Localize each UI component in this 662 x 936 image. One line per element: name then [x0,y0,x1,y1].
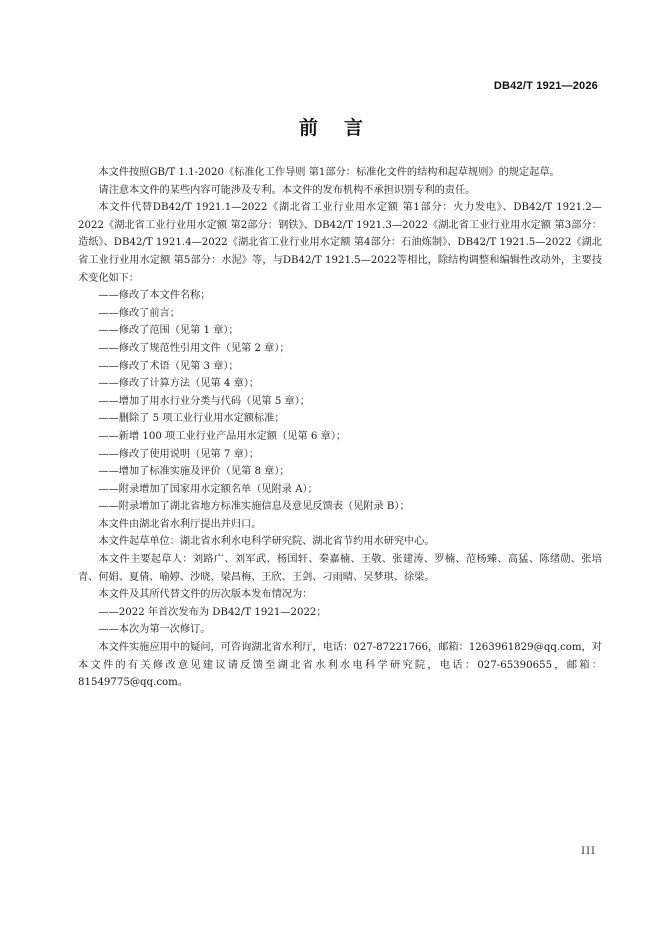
change-item: ——修改了规范性引用文件（见第 2 章）； [98,342,290,354]
change-item: ——删除了 5 项工业行业用水定额标准； [98,413,285,425]
paragraph-drafting-rules: 本文件按照GB/T 1.1-2020《标准化工作导则 第1部分：标准化文件的结构和起草规则》的规定起草。 [98,167,560,178]
paragraph-drafting-units: 本文件起草单位：湖北省水利水电科学研究院、湖北省节约用水研究中心。 [98,536,435,548]
paragraph-proposer: 本文件由湖北省水利厅提出并归口。 [98,518,262,530]
change-item: ——修改了前言； [98,307,180,319]
change-item: ——修改了本文件名称； [98,290,211,302]
history-item: ——2022 年首次发布为 DB42/T 1921—2022； [98,606,327,618]
paragraph-history-intro: 本文件及其所代替文件的历次版本发布情况为： [98,589,313,601]
page-title [0,113,662,140]
change-item: ——增加了标准实施及评价（见第 8 章）； [98,466,290,478]
change-item: ——修改了使用说明（见第 7 章）； [98,448,260,460]
page-number: III [581,846,596,857]
change-item: ——新增 100 项工业行业产品用水定额（见第 6 章）； [98,430,347,442]
change-item: ——增加了用水行业分类与代码（见第 5 章）； [98,395,310,407]
change-item: ——附录增加了国家用水定额名单（见附录 A）； [98,483,318,495]
change-item: ——修改了术语（见第 3 章）； [98,360,239,372]
paragraph-contact: 本文件实施应用中的疑问，可咨询湖北省水利厅，电话：027-87221766，邮箱：1263961829@qq.com，对本文件的有关修改意见建议请反馈至湖北省水利水电科学研究院，电话：027-65390655，邮箱：81549775@qq.com。 [78,642,602,689]
title-char-1: 前 [298,117,318,139]
change-item: ——修改了范围（见第 1 章）； [98,325,239,337]
title-char-2: 言 [344,117,364,139]
paragraph-drafters: 本文件主要起草人：刘路广、刘军武、杨国轩、秦嘉楠、王敬、张建涛、罗楠、范杨臻、高猛、陈绪勋、张培青、何娟、夏倩、喻婷、沙晓、梁昌梅、王欣、王剑、刁雨晴、吴梦琪、徐梁。 [78,554,602,583]
foreword-body [78,164,602,692]
paragraph-patent-notice: 请注意本文件的某些内容可能涉及专利。本文件的发布机构不承担识别专利的责任。 [98,184,476,196]
change-item: ——修改了计算方法（见第 4 章）； [98,378,260,390]
history-item: ——本次为第一次修订。 [98,624,211,636]
change-item: ——附录增加了湖北省地方标准实施信息及意见反馈表（见附录 B）； [98,501,410,513]
document-code: DB42/T 1921—2026 [493,80,598,92]
paragraph-replacement: 本文件代替DB42/T 1921.1—2022《湖北省工业行业用水定额 第1部分：火力发电》、DB42/T 1921.2—2022《湖北省工业行业用水定额 第2部分：钢铁》、DB42/T 1921.3—2022《湖北省工业行业用水定额 第3部分：造纸》、DB42/T 1921.4—2022《湖北省工业行业用水定额 第4部分：石油炼制》、DB42/T 1921.5—2022《湖北省工业行业用水定额 第5部分：水泥》等，与DB42/T 1921.5—2022等相比，除结构调整和编辑性改动外，主要技术变化如下： [78,202,602,284]
